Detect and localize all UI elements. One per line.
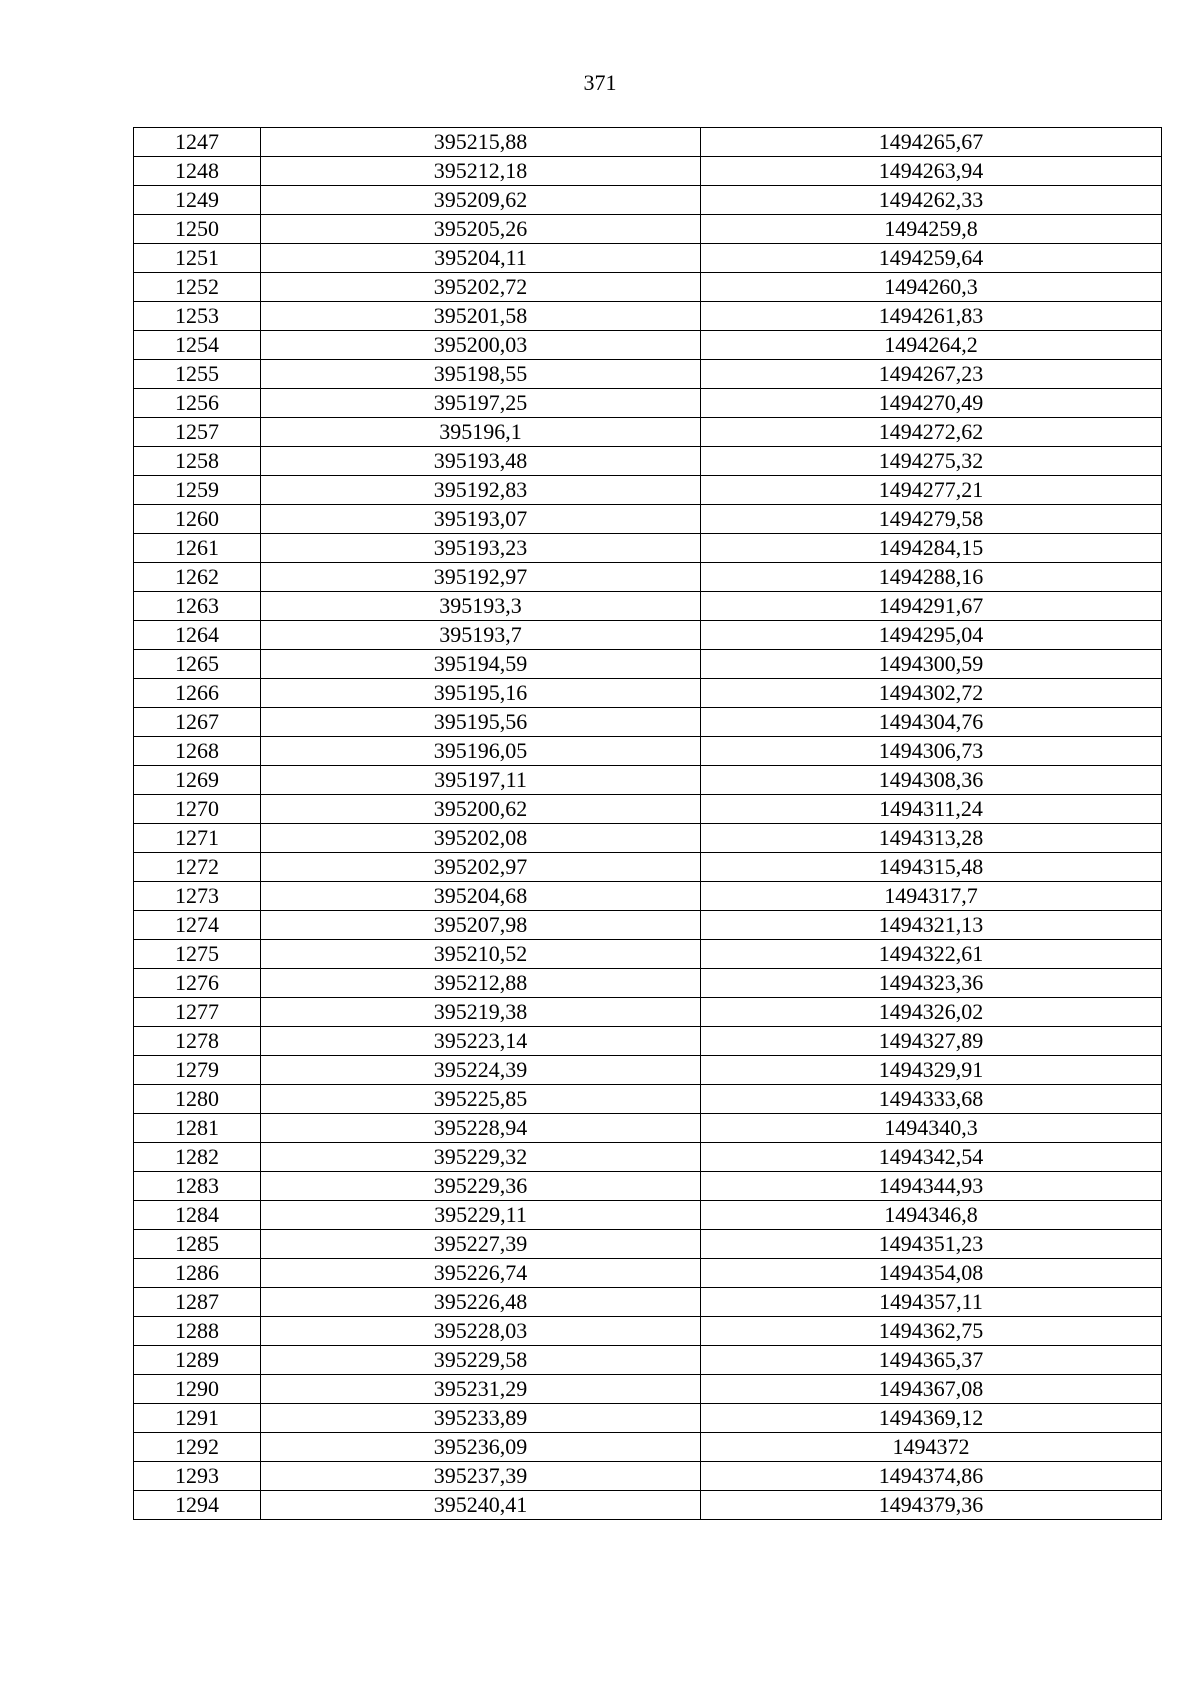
x-coordinate-cell: 395233,89 — [261, 1404, 701, 1433]
y-coordinate-cell: 1494379,36 — [701, 1491, 1162, 1520]
table-row — [134, 1375, 1162, 1404]
table-row — [134, 853, 1162, 882]
x-coordinate-cell: 395195,16 — [261, 679, 701, 708]
table-row — [134, 1317, 1162, 1346]
y-coordinate-cell: 1494275,32 — [701, 447, 1162, 476]
y-coordinate-cell: 1494277,21 — [701, 476, 1162, 505]
x-coordinate-cell: 395227,39 — [261, 1230, 701, 1259]
y-coordinate-cell: 1494262,33 — [701, 186, 1162, 215]
x-coordinate-cell: 395197,11 — [261, 766, 701, 795]
table-row — [134, 1027, 1162, 1056]
y-coordinate-cell: 1494259,8 — [701, 215, 1162, 244]
x-coordinate-cell: 395228,94 — [261, 1114, 701, 1143]
y-coordinate-cell: 1494327,89 — [701, 1027, 1162, 1056]
point-number-cell: 1256 — [134, 389, 261, 418]
point-number-cell: 1293 — [134, 1462, 261, 1491]
x-coordinate-cell: 395237,39 — [261, 1462, 701, 1491]
table-row — [134, 505, 1162, 534]
table-row — [134, 128, 1162, 157]
y-coordinate-cell: 1494279,58 — [701, 505, 1162, 534]
table-row — [134, 1172, 1162, 1201]
point-number-cell: 1268 — [134, 737, 261, 766]
x-coordinate-cell: 395224,39 — [261, 1056, 701, 1085]
x-coordinate-cell: 395210,52 — [261, 940, 701, 969]
x-coordinate-cell: 395205,26 — [261, 215, 701, 244]
x-coordinate-cell: 395193,48 — [261, 447, 701, 476]
table-row — [134, 1201, 1162, 1230]
y-coordinate-cell: 1494260,3 — [701, 273, 1162, 302]
table-row — [134, 969, 1162, 998]
x-coordinate-cell: 395228,03 — [261, 1317, 701, 1346]
table-row — [134, 1404, 1162, 1433]
point-number-cell: 1252 — [134, 273, 261, 302]
table-row — [134, 244, 1162, 273]
point-number-cell: 1273 — [134, 882, 261, 911]
x-coordinate-cell: 395202,72 — [261, 273, 701, 302]
point-number-cell: 1258 — [134, 447, 261, 476]
y-coordinate-cell: 1494261,83 — [701, 302, 1162, 331]
table-row — [134, 1462, 1162, 1491]
table-row — [134, 476, 1162, 505]
point-number-cell: 1250 — [134, 215, 261, 244]
table-row — [134, 1259, 1162, 1288]
point-number-cell: 1278 — [134, 1027, 261, 1056]
x-coordinate-cell: 395192,97 — [261, 563, 701, 592]
x-coordinate-cell: 395231,29 — [261, 1375, 701, 1404]
table-row — [134, 882, 1162, 911]
y-coordinate-cell: 1494317,7 — [701, 882, 1162, 911]
table-row — [134, 621, 1162, 650]
y-coordinate-cell: 1494344,93 — [701, 1172, 1162, 1201]
x-coordinate-cell: 395192,83 — [261, 476, 701, 505]
x-coordinate-cell: 395215,88 — [261, 128, 701, 157]
table-row — [134, 708, 1162, 737]
x-coordinate-cell: 395226,74 — [261, 1259, 701, 1288]
table-row — [134, 418, 1162, 447]
table-row — [134, 650, 1162, 679]
x-coordinate-cell: 395202,97 — [261, 853, 701, 882]
point-number-cell: 1257 — [134, 418, 261, 447]
point-number-cell: 1289 — [134, 1346, 261, 1375]
point-number-cell: 1280 — [134, 1085, 261, 1114]
y-coordinate-cell: 1494322,61 — [701, 940, 1162, 969]
x-coordinate-cell: 395229,36 — [261, 1172, 701, 1201]
x-coordinate-cell: 395204,68 — [261, 882, 701, 911]
point-number-cell: 1266 — [134, 679, 261, 708]
point-number-cell: 1267 — [134, 708, 261, 737]
table-row — [134, 766, 1162, 795]
point-number-cell: 1282 — [134, 1143, 261, 1172]
y-coordinate-cell: 1494291,67 — [701, 592, 1162, 621]
y-coordinate-cell: 1494369,12 — [701, 1404, 1162, 1433]
point-number-cell: 1262 — [134, 563, 261, 592]
x-coordinate-cell: 395212,18 — [261, 157, 701, 186]
table-row — [134, 157, 1162, 186]
point-number-cell: 1276 — [134, 969, 261, 998]
y-coordinate-cell: 1494263,94 — [701, 157, 1162, 186]
table-row — [134, 1346, 1162, 1375]
table-row — [134, 1433, 1162, 1462]
point-number-cell: 1284 — [134, 1201, 261, 1230]
y-coordinate-cell: 1494346,8 — [701, 1201, 1162, 1230]
x-coordinate-cell: 395200,03 — [261, 331, 701, 360]
y-coordinate-cell: 1494326,02 — [701, 998, 1162, 1027]
x-coordinate-cell: 395229,58 — [261, 1346, 701, 1375]
y-coordinate-cell: 1494321,13 — [701, 911, 1162, 940]
point-number-cell: 1272 — [134, 853, 261, 882]
point-number-cell: 1254 — [134, 331, 261, 360]
point-number-cell: 1260 — [134, 505, 261, 534]
y-coordinate-cell: 1494340,3 — [701, 1114, 1162, 1143]
y-coordinate-cell: 1494267,23 — [701, 360, 1162, 389]
y-coordinate-cell: 1494264,2 — [701, 331, 1162, 360]
coordinate-table — [133, 127, 1162, 1520]
y-coordinate-cell: 1494311,24 — [701, 795, 1162, 824]
table-row — [134, 1143, 1162, 1172]
y-coordinate-cell: 1494302,72 — [701, 679, 1162, 708]
y-coordinate-cell: 1494288,16 — [701, 563, 1162, 592]
y-coordinate-cell: 1494333,68 — [701, 1085, 1162, 1114]
table-row — [134, 1085, 1162, 1114]
y-coordinate-cell: 1494362,75 — [701, 1317, 1162, 1346]
point-number-cell: 1259 — [134, 476, 261, 505]
y-coordinate-cell: 1494295,04 — [701, 621, 1162, 650]
table-row — [134, 389, 1162, 418]
point-number-cell: 1279 — [134, 1056, 261, 1085]
point-number-cell: 1271 — [134, 824, 261, 853]
point-number-cell: 1291 — [134, 1404, 261, 1433]
point-number-cell: 1248 — [134, 157, 261, 186]
x-coordinate-cell: 395194,59 — [261, 650, 701, 679]
point-number-cell: 1261 — [134, 534, 261, 563]
point-number-cell: 1249 — [134, 186, 261, 215]
table-row — [134, 331, 1162, 360]
y-coordinate-cell: 1494365,37 — [701, 1346, 1162, 1375]
x-coordinate-cell: 395202,08 — [261, 824, 701, 853]
x-coordinate-cell: 395209,62 — [261, 186, 701, 215]
y-coordinate-cell: 1494272,62 — [701, 418, 1162, 447]
table-row — [134, 824, 1162, 853]
y-coordinate-cell: 1494259,64 — [701, 244, 1162, 273]
x-coordinate-cell: 395193,23 — [261, 534, 701, 563]
x-coordinate-cell: 395200,62 — [261, 795, 701, 824]
page-number: 371 — [583, 70, 617, 95]
point-number-cell: 1277 — [134, 998, 261, 1027]
y-coordinate-cell: 1494354,08 — [701, 1259, 1162, 1288]
x-coordinate-cell: 395229,11 — [261, 1201, 701, 1230]
point-number-cell: 1253 — [134, 302, 261, 331]
point-number-cell: 1288 — [134, 1317, 261, 1346]
point-number-cell: 1281 — [134, 1114, 261, 1143]
y-coordinate-cell: 1494329,91 — [701, 1056, 1162, 1085]
table-row — [134, 998, 1162, 1027]
x-coordinate-cell: 395212,88 — [261, 969, 701, 998]
y-coordinate-cell: 1494357,11 — [701, 1288, 1162, 1317]
x-coordinate-cell: 395240,41 — [261, 1491, 701, 1520]
table-row — [134, 679, 1162, 708]
x-coordinate-cell: 395196,05 — [261, 737, 701, 766]
point-number-cell: 1255 — [134, 360, 261, 389]
x-coordinate-cell: 395236,09 — [261, 1433, 701, 1462]
point-number-cell: 1285 — [134, 1230, 261, 1259]
x-coordinate-cell: 395198,55 — [261, 360, 701, 389]
x-coordinate-cell: 395195,56 — [261, 708, 701, 737]
x-coordinate-cell: 395225,85 — [261, 1085, 701, 1114]
table-row — [134, 360, 1162, 389]
table-row — [134, 215, 1162, 244]
y-coordinate-cell: 1494270,49 — [701, 389, 1162, 418]
point-number-cell: 1274 — [134, 911, 261, 940]
table-row — [134, 186, 1162, 215]
y-coordinate-cell: 1494374,86 — [701, 1462, 1162, 1491]
y-coordinate-cell: 1494323,36 — [701, 969, 1162, 998]
table-row — [134, 1230, 1162, 1259]
table-row — [134, 1114, 1162, 1143]
table-row — [134, 940, 1162, 969]
point-number-cell: 1286 — [134, 1259, 261, 1288]
x-coordinate-cell: 395193,7 — [261, 621, 701, 650]
point-number-cell: 1263 — [134, 592, 261, 621]
table-row — [134, 1491, 1162, 1520]
table-row — [134, 592, 1162, 621]
y-coordinate-cell: 1494304,76 — [701, 708, 1162, 737]
point-number-cell: 1269 — [134, 766, 261, 795]
table-row — [134, 302, 1162, 331]
x-coordinate-cell: 395229,32 — [261, 1143, 701, 1172]
table-row — [134, 1056, 1162, 1085]
x-coordinate-cell: 395223,14 — [261, 1027, 701, 1056]
point-number-cell: 1247 — [134, 128, 261, 157]
point-number-cell: 1290 — [134, 1375, 261, 1404]
x-coordinate-cell: 395219,38 — [261, 998, 701, 1027]
point-number-cell: 1264 — [134, 621, 261, 650]
x-coordinate-cell: 395204,11 — [261, 244, 701, 273]
point-number-cell: 1265 — [134, 650, 261, 679]
y-coordinate-cell: 1494306,73 — [701, 737, 1162, 766]
y-coordinate-cell: 1494300,59 — [701, 650, 1162, 679]
table-row — [134, 737, 1162, 766]
x-coordinate-cell: 395226,48 — [261, 1288, 701, 1317]
point-number-cell: 1287 — [134, 1288, 261, 1317]
x-coordinate-cell: 395201,58 — [261, 302, 701, 331]
coordinate-table-body — [134, 128, 1162, 1520]
point-number-cell: 1283 — [134, 1172, 261, 1201]
point-number-cell: 1292 — [134, 1433, 261, 1462]
x-coordinate-cell: 395196,1 — [261, 418, 701, 447]
y-coordinate-cell: 1494351,23 — [701, 1230, 1162, 1259]
table-row — [134, 563, 1162, 592]
point-number-cell: 1294 — [134, 1491, 261, 1520]
table-row — [134, 1288, 1162, 1317]
x-coordinate-cell: 395193,07 — [261, 505, 701, 534]
x-coordinate-cell: 395207,98 — [261, 911, 701, 940]
table-row — [134, 273, 1162, 302]
y-coordinate-cell: 1494265,67 — [701, 128, 1162, 157]
y-coordinate-cell: 1494284,15 — [701, 534, 1162, 563]
x-coordinate-cell: 395193,3 — [261, 592, 701, 621]
y-coordinate-cell: 1494315,48 — [701, 853, 1162, 882]
x-coordinate-cell: 395197,25 — [261, 389, 701, 418]
y-coordinate-cell: 1494342,54 — [701, 1143, 1162, 1172]
y-coordinate-cell: 1494313,28 — [701, 824, 1162, 853]
y-coordinate-cell: 1494308,36 — [701, 766, 1162, 795]
point-number-cell: 1275 — [134, 940, 261, 969]
y-coordinate-cell: 1494372 — [701, 1433, 1162, 1462]
table-row — [134, 795, 1162, 824]
table-row — [134, 447, 1162, 476]
table-row — [134, 911, 1162, 940]
y-coordinate-cell: 1494367,08 — [701, 1375, 1162, 1404]
table-row — [134, 534, 1162, 563]
point-number-cell: 1251 — [134, 244, 261, 273]
point-number-cell: 1270 — [134, 795, 261, 824]
